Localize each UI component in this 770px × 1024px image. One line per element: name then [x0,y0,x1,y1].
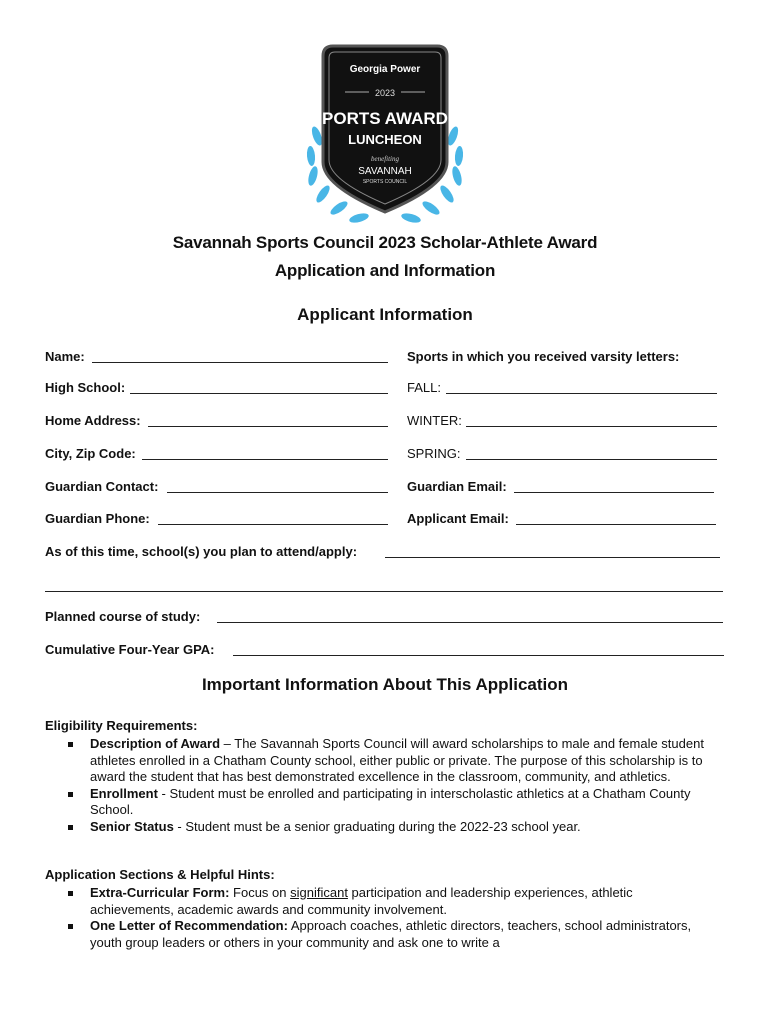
guardian-contact-input[interactable] [167,492,388,493]
schools-input-continued[interactable] [45,591,723,592]
name-label: Name: [45,349,85,364]
eligibility-list [68,736,708,835]
high-school-input[interactable] [130,393,388,394]
schools-label: As of this time, school(s) you plan to attend/apply: [45,544,358,559]
list-item: Extra-Curricular Form: Focus on significant participation and leadership experiences, athletic achievements, academic awards and community involvement. [68,885,708,918]
logo-year: 2023 [374,88,396,98]
logo-benefiting: benefiting [371,155,399,163]
winter-label: WINTER: [407,413,462,428]
sports-awards-luncheon-logo [295,44,475,234]
guardian-phone-input[interactable] [158,524,388,525]
course-label: Planned course of study: [45,609,201,624]
gpa-label: Cumulative Four-Year GPA: [45,642,215,657]
guardian-phone-label: Guardian Phone: [45,511,150,526]
applicant-heading: Applicant Information [297,305,473,324]
schools-input[interactable] [385,557,720,558]
sections-heading: Application Sections & Helpful Hints: [45,867,275,882]
winter-input[interactable] [466,426,717,427]
important-heading: Important Information About This Application [201,675,569,694]
home-address-input[interactable] [148,426,388,427]
page-title-line1: Savannah Sports Council 2023 Scholar-Athlete Award [172,233,598,252]
city-zip-label: City, Zip Code: [45,446,136,461]
spring-input[interactable] [466,459,717,460]
list-item: One Letter of Recommendation: Approach coaches, athletic directors, teachers, school administrators, youth group leaders or others in your community and ask one to write a [68,918,708,951]
fall-label: FALL: [407,380,441,395]
home-address-label: Home Address: [45,413,141,428]
spring-label: SPRING: [407,446,461,461]
list-item: Senior Status - Student must be a senior graduating during the 2022-23 school year. [68,819,708,836]
fall-input[interactable] [446,393,717,394]
guardian-email-input[interactable] [514,492,714,493]
applicant-email-input[interactable] [516,524,716,525]
applicant-email-label: Applicant Email: [407,511,509,526]
eligibility-heading: Eligibility Requirements: [45,718,198,733]
page-title-line2: Application and Information [274,261,496,280]
logo-line1: SPORTS AWARDS [310,109,460,128]
list-item: Enrollment - Student must be enrolled and participating in interscholastic athletics at a Chatham County School. [68,786,708,819]
sports-label: Sports in which you received varsity letters: [407,349,680,364]
sections-list [68,885,708,951]
logo-org-line2: SPORTS COUNCIL [362,179,408,185]
course-input[interactable] [217,622,723,623]
name-input[interactable] [92,362,388,363]
logo-org-line1: SAVANNAH [358,166,412,177]
list-item: Description of Award – The Savannah Sports Council will award scholarships to male and female student athletes enrolled in a Chatham County school, either public or private. The purpose of this scholarship is to award the student that has best demonstrated excellence in the classroom, community, and athletics. [68,736,708,786]
gpa-input[interactable] [233,655,724,656]
logo-brand: Georgia Power [349,64,421,75]
guardian-contact-label: Guardian Contact: [45,479,159,494]
guardian-email-label: Guardian Email: [407,479,507,494]
city-zip-input[interactable] [142,459,388,460]
logo-line2: LUNCHEON [348,132,422,147]
high-school-label: High School: [45,380,126,395]
